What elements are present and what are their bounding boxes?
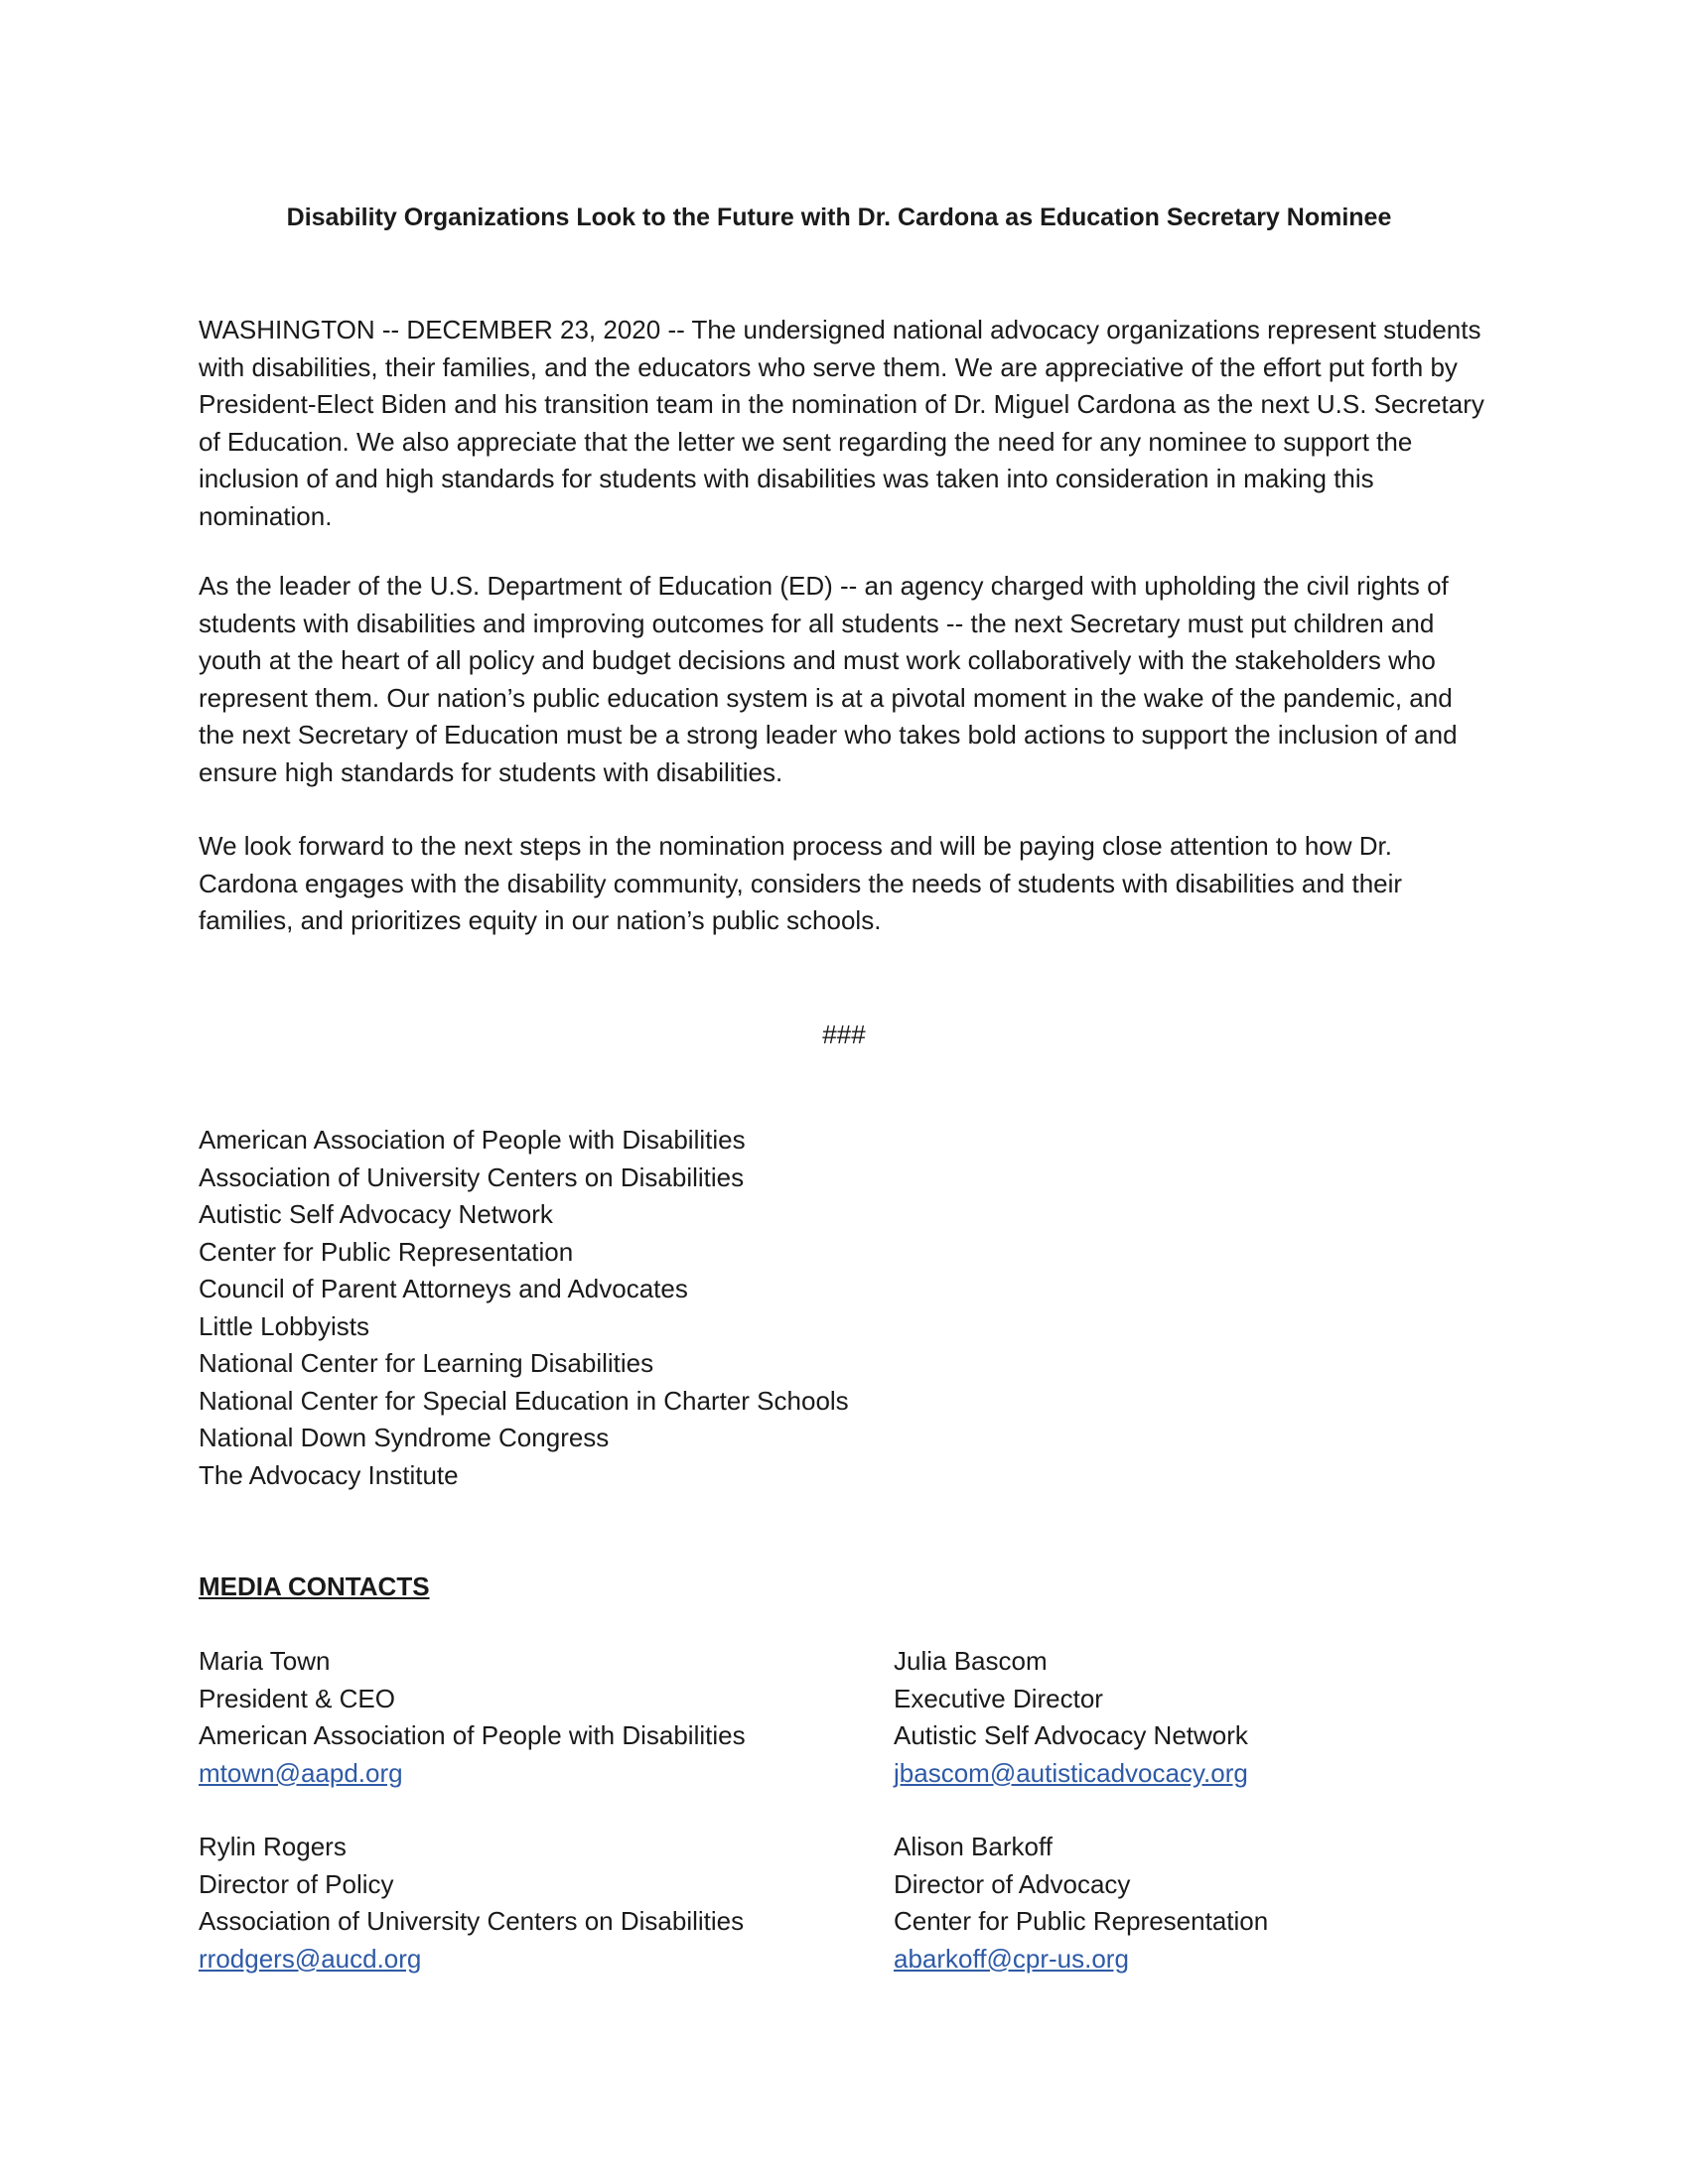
contact-email-link[interactable]: jbascom@autisticadvocacy.org (894, 1757, 1248, 1788)
organization-item: National Center for Special Education in Charter Schools (199, 1385, 849, 1416)
organization-item: Autistic Self Advocacy Network (199, 1199, 553, 1229)
contact-role: President & CEO (199, 1683, 395, 1713)
contact-name: Alison Barkoff (894, 1832, 1053, 1861)
contact-role: Executive Director (894, 1683, 1103, 1713)
contact-card (199, 1829, 814, 1978)
organization-item: Association of University Centers on Disabilities (199, 1161, 745, 1192)
contact-card (894, 1643, 1509, 1792)
contact-email-link[interactable]: rrodgers@aucd.org (199, 1943, 422, 1974)
organization-item: Center for Public Representation (199, 1236, 574, 1267)
organization-item: The Advocacy Institute (199, 1459, 459, 1490)
organization-item: Council of Parent Attorneys and Advocates (199, 1274, 688, 1303)
organization-item: National Center for Learning Disabilities (199, 1348, 654, 1378)
paragraph-intro: WASHINGTON -- DECEMBER 23, 2020 -- The undersigned national advocacy organizations represent students with disabilities, their families, and the educators who serve them. We are appreciative of the effort put forth by President-Elect Biden and his transition team in the nomination of Dr. Miguel Cardona as the next U.S. Secretary of Education. We also appreciate that the letter we sent regarding the need for any nominee to support the inclusion of and high standards for students with disabilities was taken into consideration in making this nomination. (199, 315, 1484, 531)
organization-item: National Down Syndrome Congress (199, 1423, 610, 1452)
contact-name: Maria Town (199, 1646, 331, 1676)
media-contacts-heading: MEDIA CONTACTS (199, 1571, 430, 1601)
section-separator: ### (822, 1020, 866, 1049)
organization-item: American Association of People with Disabilities (199, 1125, 746, 1155)
contact-role: Director of Policy (199, 1868, 394, 1899)
contact-email-link[interactable]: mtown@aapd.org (199, 1757, 403, 1788)
contact-organization: Autistic Self Advocacy Network (894, 1720, 1248, 1750)
contact-email-link[interactable]: abarkoff@cpr-us.org (894, 1943, 1129, 1974)
contact-organization: Association of University Centers on Disabilities (199, 1906, 745, 1936)
contact-organization: American Association of People with Disabilities (199, 1720, 746, 1750)
contact-card (894, 1829, 1509, 1978)
contact-name: Rylin Rogers (199, 1832, 347, 1861)
organization-item: Little Lobbyists (199, 1310, 369, 1341)
contact-role: Director of Advocacy (894, 1868, 1131, 1899)
contact-organization: Center for Public Representation (894, 1906, 1269, 1936)
contact-name: Julia Bascom (894, 1646, 1048, 1676)
paragraph-next-steps: We look forward to the next steps in the nomination process and will be paying close attention to how Dr. Cardona engages with the disability community, considers the needs of students with disabilities and their families, and prioritizes equity in our nation’s public schools. (199, 831, 1403, 935)
organization-list (199, 1122, 1192, 1494)
document-title: Disability Organizations Look to the Future with Dr. Cardona as Education Secretary Nominee (286, 204, 1392, 231)
paragraph-leadership: As the leader of the U.S. Department of Education (ED) -- an agency charged with upholding the civil rights of students with disabilities and improving outcomes for all students -- the next Secretary must put children and youth at the heart of all policy and budget decisions and must work collaboratively with the stakeholders who represent them. Our nation’s public education system is at a pivotal moment in the wake of the pandemic, and the next Secretary of Education must be a strong leader who takes bold actions to support the inclusion of and ensure high standards for students with disabilities. (199, 571, 1458, 787)
contact-card (199, 1643, 814, 1792)
